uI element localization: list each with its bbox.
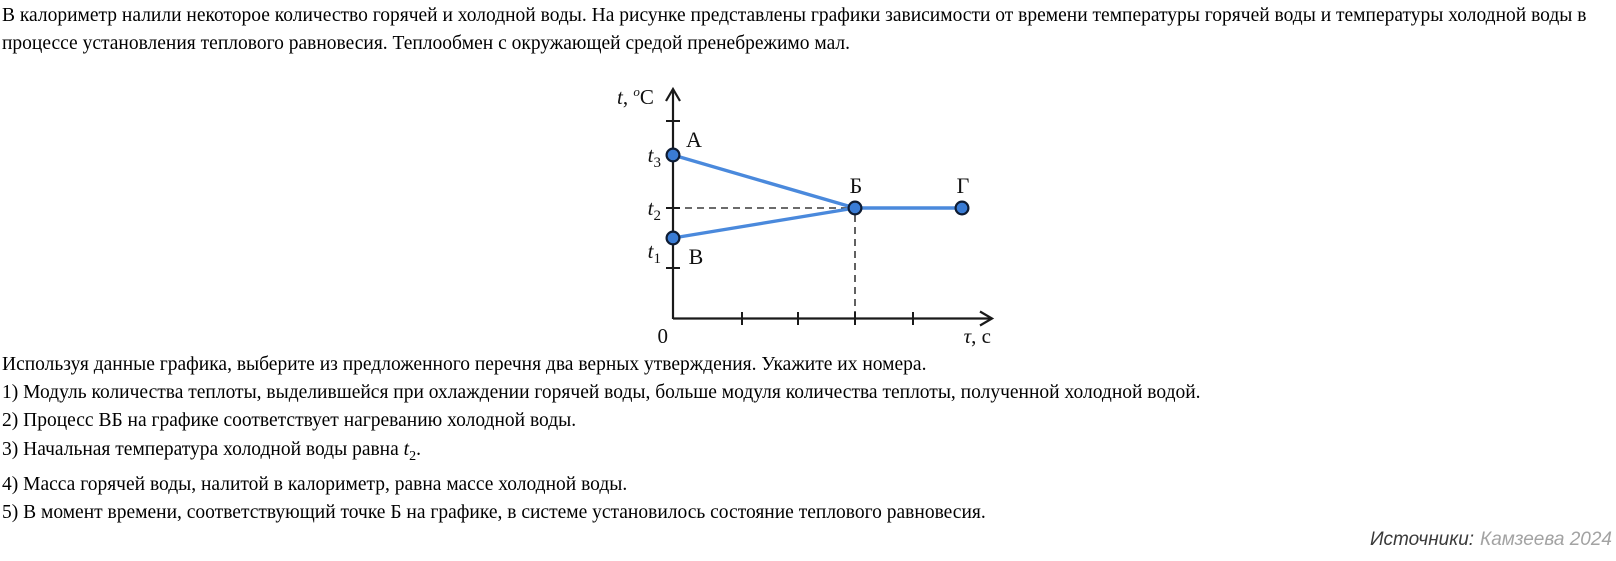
- point-a: [667, 149, 680, 162]
- point-a-label: А: [686, 127, 702, 152]
- statement-3-text: 3) Начальная температура холодной воды равна: [2, 438, 404, 460]
- statement-2: 2) Процесс ВБ на графике соответствует нагреванию холодной воды.: [2, 410, 577, 432]
- statement-3: [2, 436, 1612, 471]
- statement-3-variable: t: [403, 438, 410, 460]
- point-v-label: В: [688, 244, 704, 269]
- statement-1: 1) Модуль количества теплоты, выделившейся при охлаждении горячей воды, больше модуля количества теплоты, полученной холодной водой.: [2, 382, 1201, 404]
- problem-intro: В калориметр налили некоторое количество горячей и холодной воды. На рисунке представлены графики зависимости от времени температуры горячей воды и температуры холодной воды в процессе установления теплового равновесия. Теплообмен с окружающей средой пренебрежимо мал.: [2, 5, 1587, 54]
- hot-water-line: [673, 155, 855, 208]
- statement-4: 4) Масса горячей воды, налитой в калориметр, равна массе холодной воды.: [2, 473, 628, 495]
- statement-3-subscript: 2: [409, 448, 417, 464]
- temperature-graph: [600, 72, 1020, 357]
- source-label: Источники:: [1369, 529, 1475, 550]
- point-b-label: Б: [849, 173, 863, 198]
- t2-label: $t_2$: [647, 196, 661, 224]
- point-b: [849, 202, 862, 215]
- t3-label: $t_3$: [647, 143, 661, 171]
- x-axis-label: τ, с: [963, 324, 991, 348]
- cold-water-line: [673, 208, 855, 238]
- question-text: Используя данные графика, выберите из предложенного перечня два верных утверждения. Укажите их номера.: [2, 354, 927, 375]
- graph-svg: [600, 72, 1020, 357]
- source-attribution: [1370, 529, 1612, 551]
- point-g: [956, 202, 969, 215]
- source-value: Камзеева 2024: [1480, 529, 1612, 550]
- statement-5: 5) В момент времени, соответствующий точке Б на графике, в системе установилось состояние теплового равновесия.: [2, 501, 986, 523]
- point-g-label: Г: [956, 173, 970, 198]
- statement-3-period: .: [416, 438, 421, 460]
- t1-label: $t_1$: [647, 239, 661, 267]
- y-axis-label: t, $^o$C: [617, 84, 654, 109]
- point-v: [667, 232, 680, 245]
- origin-label: 0: [657, 324, 668, 348]
- question-block: [2, 351, 1612, 527]
